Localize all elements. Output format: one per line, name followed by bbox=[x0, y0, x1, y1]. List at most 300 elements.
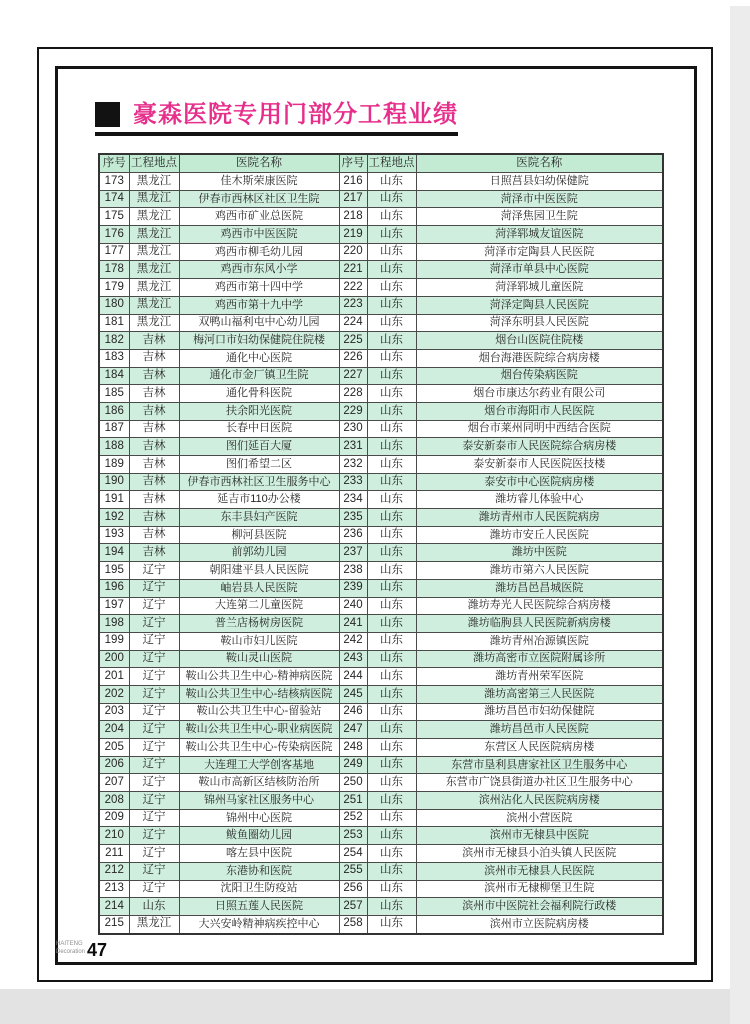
row-hospital-cell: 滨州市无棣柳堡卫生院 bbox=[416, 880, 663, 898]
row-no-cell: 219 bbox=[339, 226, 367, 244]
row-hospital-cell: 滨州市中医院社会福利院行政楼 bbox=[416, 898, 663, 916]
row-location-cell: 吉林 bbox=[129, 526, 179, 544]
row-location-cell: 山东 bbox=[367, 774, 416, 792]
row-location-cell: 山东 bbox=[367, 845, 416, 863]
row-hospital-cell: 朝阳建平县人民医院 bbox=[179, 562, 339, 580]
row-location-cell: 吉林 bbox=[129, 456, 179, 474]
row-location-cell: 黑龙江 bbox=[129, 173, 179, 191]
row-no-cell: 184 bbox=[99, 367, 129, 385]
row-no-cell: 199 bbox=[99, 632, 129, 650]
row-hospital-cell: 喀左县中医院 bbox=[179, 845, 339, 863]
row-location-cell: 吉林 bbox=[129, 349, 179, 367]
row-location-cell: 辽宁 bbox=[129, 685, 179, 703]
table-row bbox=[99, 562, 663, 580]
row-no-cell: 258 bbox=[339, 915, 367, 933]
row-location-cell: 山东 bbox=[367, 332, 416, 350]
row-location-cell: 吉林 bbox=[129, 491, 179, 509]
row-location-cell: 山东 bbox=[367, 243, 416, 261]
row-no-cell: 223 bbox=[339, 296, 367, 314]
row-location-cell: 辽宁 bbox=[129, 668, 179, 686]
row-no-cell: 191 bbox=[99, 491, 129, 509]
row-no-cell: 228 bbox=[339, 385, 367, 403]
row-hospital-cell: 潍坊睿儿体验中心 bbox=[416, 491, 663, 509]
row-location-cell: 黑龙江 bbox=[129, 296, 179, 314]
row-hospital-cell: 烟台山医院住院楼 bbox=[416, 332, 663, 350]
row-no-cell: 207 bbox=[99, 774, 129, 792]
table-row bbox=[99, 862, 663, 880]
table-row bbox=[99, 402, 663, 420]
row-location-cell: 山东 bbox=[367, 473, 416, 491]
row-hospital-cell: 普兰店杨树房医院 bbox=[179, 615, 339, 633]
row-no-cell: 257 bbox=[339, 898, 367, 916]
table-row bbox=[99, 880, 663, 898]
row-no-cell: 198 bbox=[99, 615, 129, 633]
row-hospital-cell: 滨州市无棣县人民医院 bbox=[416, 862, 663, 880]
row-no-cell: 250 bbox=[339, 774, 367, 792]
row-hospital-cell: 鞍山公共卫生中心-结核病医院 bbox=[179, 685, 339, 703]
row-location-cell: 山东 bbox=[367, 632, 416, 650]
table-row bbox=[99, 332, 663, 350]
table-row bbox=[99, 615, 663, 633]
table-row bbox=[99, 173, 663, 191]
row-no-cell: 254 bbox=[339, 845, 367, 863]
table-row bbox=[99, 721, 663, 739]
table-header-row bbox=[99, 154, 663, 173]
row-hospital-cell: 潍坊昌邑市妇幼保健院 bbox=[416, 703, 663, 721]
table-row bbox=[99, 632, 663, 650]
title-block bbox=[95, 102, 458, 136]
row-location-cell: 辽宁 bbox=[129, 632, 179, 650]
row-no-cell: 202 bbox=[99, 685, 129, 703]
row-no-cell: 233 bbox=[339, 473, 367, 491]
row-location-cell: 山东 bbox=[367, 526, 416, 544]
row-location-cell: 辽宁 bbox=[129, 615, 179, 633]
row-location-cell: 山东 bbox=[367, 314, 416, 332]
row-hospital-cell: 沈阳卫生防疫站 bbox=[179, 880, 339, 898]
row-hospital-cell: 佳木斯荣康医院 bbox=[179, 173, 339, 191]
row-location-cell: 吉林 bbox=[129, 332, 179, 350]
row-location-cell: 山东 bbox=[367, 544, 416, 562]
table-row bbox=[99, 473, 663, 491]
row-location-cell: 山东 bbox=[367, 385, 416, 403]
table-row bbox=[99, 739, 663, 757]
row-location-cell: 辽宁 bbox=[129, 880, 179, 898]
row-location-cell: 山东 bbox=[367, 615, 416, 633]
row-location-cell: 吉林 bbox=[129, 420, 179, 438]
row-location-cell: 山东 bbox=[367, 809, 416, 827]
header-no-left: 序号 bbox=[99, 154, 129, 173]
row-location-cell: 辽宁 bbox=[129, 703, 179, 721]
row-no-cell: 225 bbox=[339, 332, 367, 350]
row-no-cell: 185 bbox=[99, 385, 129, 403]
row-no-cell: 183 bbox=[99, 349, 129, 367]
row-no-cell: 231 bbox=[339, 438, 367, 456]
table-row bbox=[99, 208, 663, 226]
row-no-cell: 226 bbox=[339, 349, 367, 367]
row-no-cell: 245 bbox=[339, 685, 367, 703]
row-hospital-cell: 泰安市中心医院病房楼 bbox=[416, 473, 663, 491]
row-hospital-cell: 滨州市无棣县小泊头镇人民医院 bbox=[416, 845, 663, 863]
row-no-cell: 189 bbox=[99, 456, 129, 474]
row-hospital-cell: 菏泽市定陶县人民医院 bbox=[416, 243, 663, 261]
table-row bbox=[99, 438, 663, 456]
row-hospital-cell: 潍坊昌邑市人民医院 bbox=[416, 721, 663, 739]
row-location-cell: 黑龙江 bbox=[129, 279, 179, 297]
row-no-cell: 220 bbox=[339, 243, 367, 261]
table-row bbox=[99, 526, 663, 544]
row-hospital-cell: 伊春市西林区社区卫生院 bbox=[179, 190, 339, 208]
row-hospital-cell: 大连理工大学创客基地 bbox=[179, 756, 339, 774]
row-location-cell: 山东 bbox=[367, 756, 416, 774]
row-location-cell: 吉林 bbox=[129, 367, 179, 385]
row-no-cell: 203 bbox=[99, 703, 129, 721]
table-row bbox=[99, 915, 663, 933]
row-no-cell: 175 bbox=[99, 208, 129, 226]
row-no-cell: 193 bbox=[99, 526, 129, 544]
row-location-cell: 吉林 bbox=[129, 544, 179, 562]
row-no-cell: 247 bbox=[339, 721, 367, 739]
row-location-cell: 山东 bbox=[129, 898, 179, 916]
row-no-cell: 206 bbox=[99, 756, 129, 774]
row-no-cell: 252 bbox=[339, 809, 367, 827]
table-row bbox=[99, 226, 663, 244]
row-hospital-cell: 鸡西市柳毛幼儿园 bbox=[179, 243, 339, 261]
row-location-cell: 辽宁 bbox=[129, 597, 179, 615]
row-location-cell: 辽宁 bbox=[129, 721, 179, 739]
row-no-cell: 237 bbox=[339, 544, 367, 562]
row-location-cell: 山东 bbox=[367, 597, 416, 615]
header-location-right: 工程地点 bbox=[367, 154, 416, 173]
row-location-cell: 山东 bbox=[367, 721, 416, 739]
table-row bbox=[99, 845, 663, 863]
title-bullet-square-icon bbox=[95, 102, 120, 127]
row-hospital-cell: 扶余阳光医院 bbox=[179, 402, 339, 420]
row-no-cell: 246 bbox=[339, 703, 367, 721]
row-no-cell: 212 bbox=[99, 862, 129, 880]
row-location-cell: 吉林 bbox=[129, 385, 179, 403]
row-location-cell: 山东 bbox=[367, 226, 416, 244]
row-hospital-cell: 通化市金厂镇卫生院 bbox=[179, 367, 339, 385]
row-location-cell: 黑龙江 bbox=[129, 226, 179, 244]
row-no-cell: 201 bbox=[99, 668, 129, 686]
row-hospital-cell: 菏泽市中医医院 bbox=[416, 190, 663, 208]
table-row bbox=[99, 261, 663, 279]
row-location-cell: 山东 bbox=[367, 562, 416, 580]
table-row bbox=[99, 650, 663, 668]
row-no-cell: 251 bbox=[339, 792, 367, 810]
row-hospital-cell: 菏泽市单县中心医院 bbox=[416, 261, 663, 279]
row-hospital-cell: 潍坊中医院 bbox=[416, 544, 663, 562]
row-location-cell: 辽宁 bbox=[129, 845, 179, 863]
row-no-cell: 227 bbox=[339, 367, 367, 385]
row-hospital-cell: 烟台传染病医院 bbox=[416, 367, 663, 385]
table-row bbox=[99, 509, 663, 527]
row-location-cell: 黑龙江 bbox=[129, 314, 179, 332]
row-location-cell: 山东 bbox=[367, 279, 416, 297]
row-hospital-cell: 日照五莲人民医院 bbox=[179, 898, 339, 916]
table-row bbox=[99, 898, 663, 916]
row-location-cell: 辽宁 bbox=[129, 756, 179, 774]
row-no-cell: 173 bbox=[99, 173, 129, 191]
row-location-cell: 吉林 bbox=[129, 402, 179, 420]
row-hospital-cell: 锦州中心医院 bbox=[179, 809, 339, 827]
brand-line2: Decoration bbox=[56, 948, 86, 955]
row-hospital-cell: 潍坊临朐县人民医院新病房楼 bbox=[416, 615, 663, 633]
row-hospital-cell: 前郭幼儿园 bbox=[179, 544, 339, 562]
row-location-cell: 山东 bbox=[367, 739, 416, 757]
row-location-cell: 山东 bbox=[367, 296, 416, 314]
table-row bbox=[99, 296, 663, 314]
table-row bbox=[99, 774, 663, 792]
row-hospital-cell: 图们希望二区 bbox=[179, 456, 339, 474]
row-hospital-cell: 烟台市康达尔药业有限公司 bbox=[416, 385, 663, 403]
row-location-cell: 山东 bbox=[367, 173, 416, 191]
brand-line1: HAITENG bbox=[56, 941, 83, 947]
row-no-cell: 256 bbox=[339, 880, 367, 898]
row-location-cell: 山东 bbox=[367, 456, 416, 474]
row-hospital-cell: 菏泽焦园卫生院 bbox=[416, 208, 663, 226]
row-hospital-cell: 东丰县妇产医院 bbox=[179, 509, 339, 527]
row-no-cell: 196 bbox=[99, 579, 129, 597]
row-no-cell: 213 bbox=[99, 880, 129, 898]
row-no-cell: 238 bbox=[339, 562, 367, 580]
row-no-cell: 182 bbox=[99, 332, 129, 350]
row-no-cell: 236 bbox=[339, 526, 367, 544]
row-hospital-cell: 长春中日医院 bbox=[179, 420, 339, 438]
row-hospital-cell: 滨州沾化人民医院病房楼 bbox=[416, 792, 663, 810]
row-location-cell: 黑龙江 bbox=[129, 261, 179, 279]
row-hospital-cell: 图们延百大厦 bbox=[179, 438, 339, 456]
row-location-cell: 山东 bbox=[367, 579, 416, 597]
row-no-cell: 217 bbox=[339, 190, 367, 208]
row-hospital-cell: 潍坊青州荣军医院 bbox=[416, 668, 663, 686]
row-hospital-cell: 鞍山公共卫生中心-职业病医院 bbox=[179, 721, 339, 739]
page-number: 47 bbox=[87, 939, 108, 960]
row-no-cell: 209 bbox=[99, 809, 129, 827]
row-no-cell: 249 bbox=[339, 756, 367, 774]
row-hospital-cell: 潍坊昌邑昌城医院 bbox=[416, 579, 663, 597]
page-footer bbox=[56, 941, 107, 958]
row-location-cell: 辽宁 bbox=[129, 739, 179, 757]
row-location-cell: 山东 bbox=[367, 650, 416, 668]
table-row bbox=[99, 597, 663, 615]
row-location-cell: 山东 bbox=[367, 367, 416, 385]
row-location-cell: 山东 bbox=[367, 509, 416, 527]
row-hospital-cell: 伊春市西林社区卫生服务中心 bbox=[179, 473, 339, 491]
row-hospital-cell: 鞍山公共卫生中心-传染病医院 bbox=[179, 739, 339, 757]
row-location-cell: 山东 bbox=[367, 862, 416, 880]
row-location-cell: 山东 bbox=[367, 438, 416, 456]
row-location-cell: 辽宁 bbox=[129, 579, 179, 597]
row-hospital-cell: 潍坊青州冶源镇医院 bbox=[416, 632, 663, 650]
header-hospital-left: 医院名称 bbox=[179, 154, 339, 173]
row-hospital-cell: 通化中心医院 bbox=[179, 349, 339, 367]
row-no-cell: 178 bbox=[99, 261, 129, 279]
row-hospital-cell: 鸡西市东风小学 bbox=[179, 261, 339, 279]
row-location-cell: 黑龙江 bbox=[129, 190, 179, 208]
row-hospital-cell: 东港协和医院 bbox=[179, 862, 339, 880]
row-no-cell: 192 bbox=[99, 509, 129, 527]
row-no-cell: 204 bbox=[99, 721, 129, 739]
row-hospital-cell: 鲅鱼圈幼儿园 bbox=[179, 827, 339, 845]
row-hospital-cell: 东营区人民医院病房楼 bbox=[416, 739, 663, 757]
row-no-cell: 194 bbox=[99, 544, 129, 562]
row-location-cell: 山东 bbox=[367, 668, 416, 686]
table-row bbox=[99, 491, 663, 509]
row-location-cell: 黑龙江 bbox=[129, 208, 179, 226]
table-row bbox=[99, 668, 663, 686]
row-no-cell: 232 bbox=[339, 456, 367, 474]
row-location-cell: 山东 bbox=[367, 898, 416, 916]
row-no-cell: 177 bbox=[99, 243, 129, 261]
row-no-cell: 190 bbox=[99, 473, 129, 491]
table-row bbox=[99, 349, 663, 367]
row-hospital-cell: 东营市广饶县街道办社区卫生服务中心 bbox=[416, 774, 663, 792]
row-hospital-cell: 鸡西市第十九中学 bbox=[179, 296, 339, 314]
row-hospital-cell: 梅河口市妇幼保健院住院楼 bbox=[179, 332, 339, 350]
row-no-cell: 235 bbox=[339, 509, 367, 527]
row-no-cell: 243 bbox=[339, 650, 367, 668]
row-location-cell: 黑龙江 bbox=[129, 915, 179, 933]
row-hospital-cell: 烟台海港医院综合病房楼 bbox=[416, 349, 663, 367]
row-location-cell: 山东 bbox=[367, 703, 416, 721]
row-no-cell: 205 bbox=[99, 739, 129, 757]
row-no-cell: 221 bbox=[339, 261, 367, 279]
row-no-cell: 180 bbox=[99, 296, 129, 314]
row-hospital-cell: 大兴安岭精神病疾控中心 bbox=[179, 915, 339, 933]
row-hospital-cell: 菏泽定陶县人民医院 bbox=[416, 296, 663, 314]
row-no-cell: 210 bbox=[99, 827, 129, 845]
scan-background-right bbox=[730, 6, 750, 1024]
header-no-right: 序号 bbox=[339, 154, 367, 173]
row-no-cell: 214 bbox=[99, 898, 129, 916]
row-location-cell: 辽宁 bbox=[129, 562, 179, 580]
row-location-cell: 辽宁 bbox=[129, 774, 179, 792]
row-no-cell: 229 bbox=[339, 402, 367, 420]
table-row bbox=[99, 367, 663, 385]
row-hospital-cell: 东营市垦利县唐家社区卫生服务中心 bbox=[416, 756, 663, 774]
table-row bbox=[99, 685, 663, 703]
row-hospital-cell: 延吉市110办公楼 bbox=[179, 491, 339, 509]
row-no-cell: 248 bbox=[339, 739, 367, 757]
row-location-cell: 山东 bbox=[367, 685, 416, 703]
table-row bbox=[99, 756, 663, 774]
row-no-cell: 197 bbox=[99, 597, 129, 615]
table-row bbox=[99, 544, 663, 562]
row-no-cell: 211 bbox=[99, 845, 129, 863]
row-no-cell: 174 bbox=[99, 190, 129, 208]
row-location-cell: 辽宁 bbox=[129, 827, 179, 845]
row-hospital-cell: 滨州小营医院 bbox=[416, 809, 663, 827]
row-hospital-cell: 泰安新泰市人民医院医技楼 bbox=[416, 456, 663, 474]
row-hospital-cell: 鸡西市第十四中学 bbox=[179, 279, 339, 297]
row-hospital-cell: 双鸭山福利屯中心幼儿园 bbox=[179, 314, 339, 332]
row-hospital-cell: 滨州市立医院病房楼 bbox=[416, 915, 663, 933]
row-hospital-cell: 烟台市海阳市人民医院 bbox=[416, 402, 663, 420]
row-hospital-cell: 日照莒县妇幼保健院 bbox=[416, 173, 663, 191]
row-location-cell: 山东 bbox=[367, 915, 416, 933]
row-location-cell: 吉林 bbox=[129, 473, 179, 491]
row-hospital-cell: 泰安新泰市人民医院综合病房楼 bbox=[416, 438, 663, 456]
row-location-cell: 辽宁 bbox=[129, 792, 179, 810]
row-hospital-cell: 岫岩县人民医院 bbox=[179, 579, 339, 597]
row-hospital-cell: 菏泽郓城友谊医院 bbox=[416, 226, 663, 244]
row-hospital-cell: 鞍山公共卫生中心-精神病医院 bbox=[179, 668, 339, 686]
row-hospital-cell: 潍坊市第六人民医院 bbox=[416, 562, 663, 580]
row-no-cell: 244 bbox=[339, 668, 367, 686]
table-row bbox=[99, 420, 663, 438]
row-location-cell: 吉林 bbox=[129, 438, 179, 456]
row-location-cell: 山东 bbox=[367, 261, 416, 279]
row-hospital-cell: 潍坊高密第三人民医院 bbox=[416, 685, 663, 703]
row-location-cell: 山东 bbox=[367, 208, 416, 226]
row-no-cell: 200 bbox=[99, 650, 129, 668]
table-row bbox=[99, 792, 663, 810]
row-location-cell: 山东 bbox=[367, 402, 416, 420]
table-body bbox=[99, 173, 663, 934]
row-no-cell: 253 bbox=[339, 827, 367, 845]
row-location-cell: 山东 bbox=[367, 792, 416, 810]
table-row bbox=[99, 579, 663, 597]
scan-background-bottom bbox=[0, 989, 750, 1024]
row-hospital-cell: 大连第二儿童医院 bbox=[179, 597, 339, 615]
row-hospital-cell: 鞍山灵山医院 bbox=[179, 650, 339, 668]
row-no-cell: 222 bbox=[339, 279, 367, 297]
header-hospital-right: 医院名称 bbox=[416, 154, 663, 173]
table-row bbox=[99, 385, 663, 403]
row-no-cell: 242 bbox=[339, 632, 367, 650]
table-row bbox=[99, 703, 663, 721]
row-location-cell: 辽宁 bbox=[129, 862, 179, 880]
row-hospital-cell: 潍坊市安丘人民医院 bbox=[416, 526, 663, 544]
row-no-cell: 186 bbox=[99, 402, 129, 420]
row-no-cell: 240 bbox=[339, 597, 367, 615]
row-hospital-cell: 通化骨科医院 bbox=[179, 385, 339, 403]
row-location-cell: 黑龙江 bbox=[129, 243, 179, 261]
row-location-cell: 山东 bbox=[367, 880, 416, 898]
table-row bbox=[99, 243, 663, 261]
row-hospital-cell: 柳河县医院 bbox=[179, 526, 339, 544]
row-hospital-cell: 潍坊寿光人民医院综合病房楼 bbox=[416, 597, 663, 615]
row-location-cell: 吉林 bbox=[129, 509, 179, 527]
row-hospital-cell: 潍坊青州市人民医院病房 bbox=[416, 509, 663, 527]
table-row bbox=[99, 279, 663, 297]
row-location-cell: 山东 bbox=[367, 349, 416, 367]
row-location-cell: 山东 bbox=[367, 420, 416, 438]
row-hospital-cell: 菏泽郓城儿童医院 bbox=[416, 279, 663, 297]
row-hospital-cell: 潍坊高密市立医院附属诊所 bbox=[416, 650, 663, 668]
row-hospital-cell: 烟台市莱州同明中西结合医院 bbox=[416, 420, 663, 438]
row-hospital-cell: 鞍山公共卫生中心-留验站 bbox=[179, 703, 339, 721]
row-no-cell: 230 bbox=[339, 420, 367, 438]
row-location-cell: 山东 bbox=[367, 827, 416, 845]
row-no-cell: 224 bbox=[339, 314, 367, 332]
table-row bbox=[99, 456, 663, 474]
table-row bbox=[99, 809, 663, 827]
table-row bbox=[99, 190, 663, 208]
row-hospital-cell: 鞍山市妇儿医院 bbox=[179, 632, 339, 650]
row-no-cell: 208 bbox=[99, 792, 129, 810]
row-no-cell: 255 bbox=[339, 862, 367, 880]
row-hospital-cell: 鸡西市中医医院 bbox=[179, 226, 339, 244]
header-location-left: 工程地点 bbox=[129, 154, 179, 173]
row-location-cell: 山东 bbox=[367, 491, 416, 509]
projects-table bbox=[98, 153, 664, 935]
table-row bbox=[99, 314, 663, 332]
row-no-cell: 176 bbox=[99, 226, 129, 244]
row-location-cell: 辽宁 bbox=[129, 809, 179, 827]
row-hospital-cell: 菏泽东明县人民医院 bbox=[416, 314, 663, 332]
